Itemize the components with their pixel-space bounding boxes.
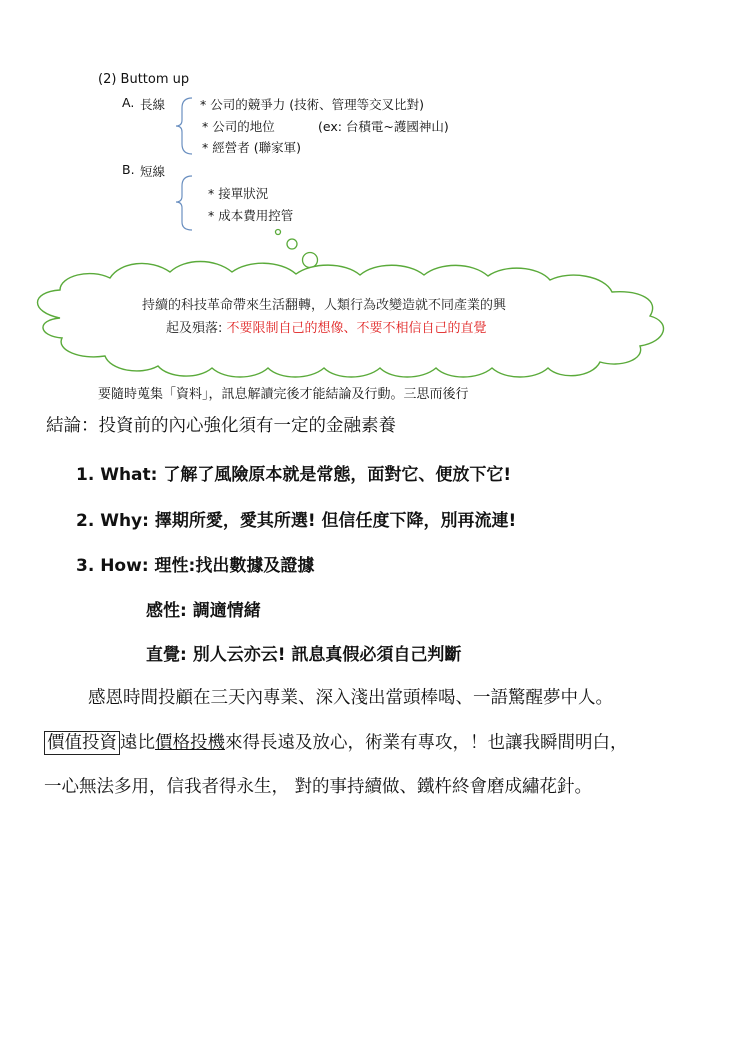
what-line xyxy=(76,460,511,485)
conclusion-title: 結論：投資前的內心強化須有一定的金融素養 xyxy=(46,416,396,436)
closing-mid: 遠比 xyxy=(120,733,155,753)
a-item-competitiveness: * 公司的競爭力 (技術、管理等交叉比對) xyxy=(200,97,424,112)
price-speculation: 價格投機 xyxy=(155,733,225,753)
value-investing-box: 價值投資 xyxy=(44,731,120,755)
a-label: A. xyxy=(122,95,135,110)
closing-line-2 xyxy=(44,729,628,754)
a-item-management: * 經營者 (聯家軍) xyxy=(202,140,301,155)
how-line xyxy=(76,551,314,576)
bubble-medium xyxy=(287,239,297,249)
brace-b xyxy=(176,176,192,230)
b-item-cost: * 成本費用控管 xyxy=(208,208,294,223)
cloud-line-2-prefix: 起及殞落: xyxy=(166,321,223,336)
how-text: 理性:找出數據及證據 xyxy=(154,556,315,576)
b-title: 短線 xyxy=(140,164,166,179)
cloud-line-2-red: 不要限制自己的想像、不要不相信自己的直覺 xyxy=(226,321,487,336)
a-title: 長線 xyxy=(140,97,166,112)
b-label: B. xyxy=(122,162,135,177)
closing-line-3: 一心無法多用，信我者得永生， 對的事持續做、鐵杵終會磨成繡花針。 xyxy=(44,777,593,797)
closing-rest: 來得長遠及放心，術業有專攻，！也讓我瞬間明白， xyxy=(225,733,628,753)
cloud-line-2 xyxy=(166,317,487,336)
a-item-status-example: (ex: 台積電~護國神山) xyxy=(318,119,449,134)
brace-a xyxy=(176,98,192,154)
how-label: 3. How: xyxy=(76,556,149,576)
data-note: 要隨時蒐集「資料」，訊息解讀完後才能結論及行動。三思而後行 xyxy=(98,387,469,402)
a-item-status: * 公司的地位 xyxy=(202,119,275,134)
cloud-line-1: 持續的科技革命帶來生活翻轉，人類行為改變造就不同產業的興 xyxy=(142,298,507,313)
bubble-small xyxy=(276,230,281,235)
closing-line-1: 感恩時間投顧在三天內專業、深入淺出當頭棒喝、一語驚醒夢中人。 xyxy=(88,688,613,708)
why-line xyxy=(76,506,516,531)
why-label: 2. Why: xyxy=(76,511,149,531)
intuition-line: 直覺: 別人云亦云! 訊息真假必須自己判斷 xyxy=(146,645,462,665)
bubble-large xyxy=(303,253,318,268)
b-item-orders: * 接單狀況 xyxy=(208,186,269,201)
emotion-line: 感性: 調適情緒 xyxy=(146,601,261,621)
why-text: 擇期所愛，愛其所選! 但信任度下降，別再流連! xyxy=(154,511,517,531)
outline-heading: (2) Buttom up xyxy=(98,72,190,87)
what-text: 了解了風險原本就是常態，面對它、便放下它! xyxy=(163,465,512,485)
what-label: 1. What: xyxy=(76,465,158,485)
